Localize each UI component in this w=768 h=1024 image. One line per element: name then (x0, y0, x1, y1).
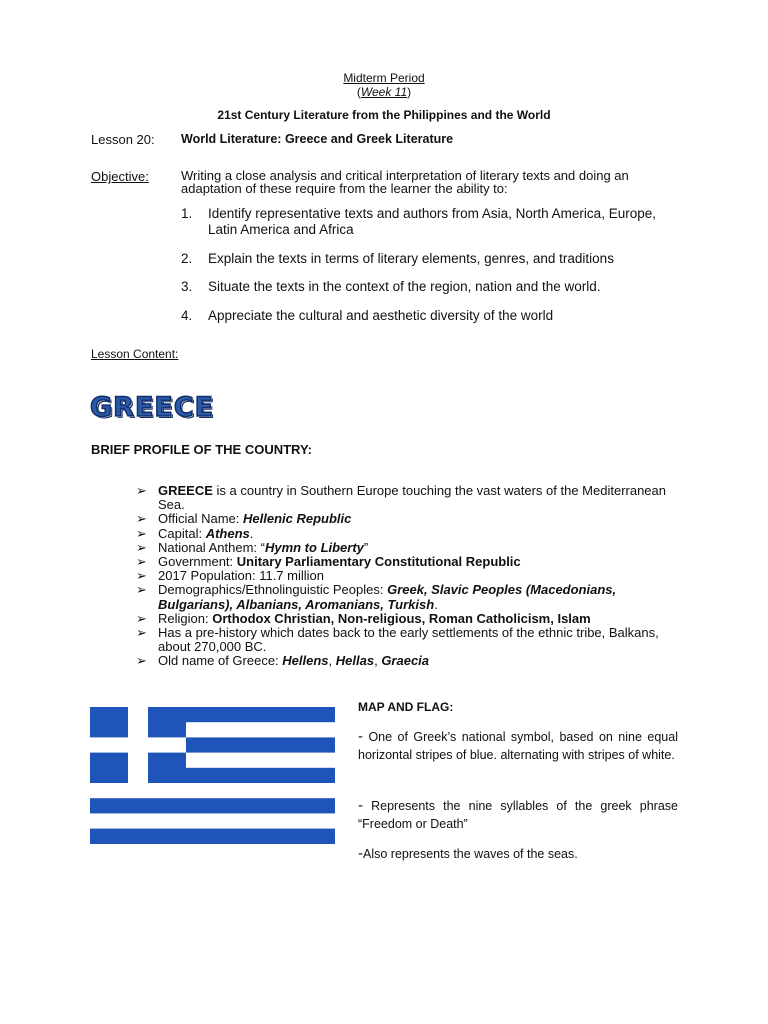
objective-item-text: Situate the texts in the context of the region, nation and the world. (208, 279, 601, 294)
arrow-bullet-icon: ➢ (136, 483, 147, 498)
objective-item-text: Appreciate the cultural and aesthetic diversity of the world (208, 308, 554, 323)
flag-note-text: Represents the nine syllables of the greek phrase “Freedom or Death” (358, 799, 678, 831)
profile-list (136, 484, 676, 669)
profile-emphasis: Unitary Parliamentary Constitutional Republic (236, 554, 521, 570)
dash-bullet: - (358, 728, 363, 745)
flag-canton (90, 707, 186, 783)
arrow-bullet-icon: ➢ (136, 625, 147, 641)
profile-text: 2017 Population: 11.7 million (158, 568, 324, 584)
profile-emphasis: Hellenic Republic (243, 511, 352, 527)
flag-note (358, 845, 678, 863)
profile-emphasis: Hellas (335, 653, 375, 669)
flag-note-text: Also represents the waves of the seas. (363, 847, 578, 861)
profile-emphasis: Athens (205, 525, 250, 541)
arrow-bullet-icon: ➢ (136, 554, 147, 570)
week-label: (Week 11) (356, 85, 412, 99)
objective-text: Writing a close analysis and critical interpretation of literary texts and doing an adaptation of these require from the learner the ability to: (181, 168, 629, 196)
lesson-content-label: Lesson Content: (91, 347, 179, 361)
dash-bullet: - (358, 797, 363, 814)
country-title: GREECE (90, 392, 215, 423)
objective-item-text: Explain the texts in terms of literary elements, genres, and traditions (208, 251, 614, 266)
profile-emphasis: Hellens (282, 653, 329, 669)
objective-label: Objective: (91, 169, 149, 184)
flag-note-text: One of Greek’s national symbol, based on nine equal horizontal stripes of blue. alternating with stripes of white. (358, 730, 678, 762)
profile-item (136, 654, 676, 668)
profile-text: National Anthem: “ (158, 539, 265, 555)
lesson-label: Lesson 20: (91, 132, 155, 147)
objective-item-text: Identify representative texts and authors from Asia, North America, Europe, Latin America and Africa (208, 206, 656, 237)
arrow-bullet-icon: ➢ (136, 568, 147, 584)
greek-flag-image (90, 707, 335, 844)
profile-text: , (374, 653, 382, 669)
flag-note (358, 797, 678, 833)
arrow-bullet-icon: ➢ (136, 511, 147, 527)
arrow-bullet-icon: ➢ (136, 525, 147, 541)
course-title: 21st Century Literature from the Philippines and the World (217, 108, 551, 122)
period-title: Midterm Period (343, 71, 425, 85)
arrow-bullet-icon: ➢ (136, 582, 147, 598)
profile-item (136, 612, 676, 626)
profile-emphasis: Greek, Slavic Peoples (Macedonians, Bulgarians), Albanians, Aromanians, Turkish (158, 582, 617, 612)
lesson-title: World Literature: Greece and Greek Literature (181, 132, 454, 146)
profile-item (136, 541, 676, 555)
profile-heading: BRIEF PROFILE OF THE COUNTRY: (91, 442, 312, 457)
arrow-bullet-icon: ➢ (136, 653, 147, 669)
map-flag-heading: MAP AND FLAG: (358, 700, 454, 714)
profile-text: is a country in Southern Europe touching the vast waters of the Mediterranean Sea. (158, 483, 667, 513)
profile-item (136, 583, 676, 611)
profile-item (136, 569, 676, 583)
profile-text: Old name of Greece: (158, 653, 283, 669)
profile-item (136, 626, 676, 654)
profile-item (136, 527, 676, 541)
week-text: Week 11 (360, 85, 408, 99)
profile-item (136, 555, 676, 569)
profile-text: Official Name: (158, 511, 244, 527)
profile-text: Demographics/Ethnolinguistic Peoples: (158, 582, 388, 598)
profile-text: Has a pre-history which dates back to the early settlements of the ethnic tribe, Balkans, about 270,000 BC. (158, 625, 659, 655)
objective-number: 2. (181, 251, 193, 266)
profile-text: , (328, 653, 336, 669)
profile-emphasis: Orthodox Christian, Non-religious, Roman Catholicism, Islam (212, 610, 591, 626)
dash-bullet: - (358, 845, 363, 862)
profile-text: ” (363, 539, 369, 555)
arrow-bullet-icon: ➢ (136, 610, 147, 626)
profile-emphasis: GREECE (158, 483, 213, 498)
profile-text: Government: (158, 554, 237, 570)
arrow-bullet-icon: ➢ (136, 539, 147, 555)
flag-note (358, 728, 678, 764)
profile-emphasis: Hymn to Liberty (264, 539, 364, 555)
profile-text: Religion: (158, 610, 213, 626)
profile-item (136, 512, 676, 526)
objective-number: 4. (181, 308, 193, 323)
profile-emphasis: Graecia (381, 653, 430, 669)
objective-number: 1. (181, 206, 193, 221)
profile-text: . (434, 596, 438, 612)
profile-text: . (249, 525, 254, 541)
profile-item (136, 484, 676, 512)
profile-text: Capital: (158, 525, 206, 541)
objective-number: 3. (181, 279, 193, 294)
